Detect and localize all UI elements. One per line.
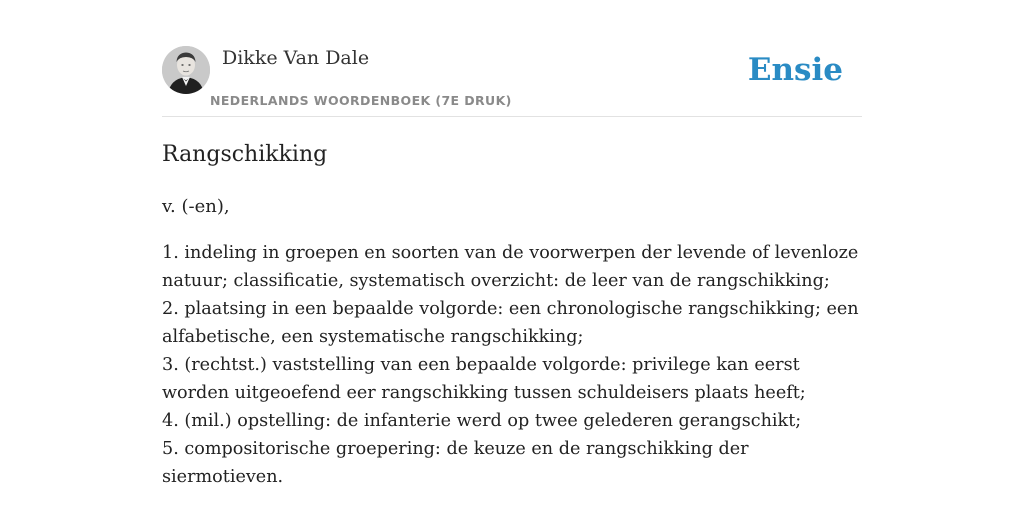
author-name[interactable]: Dikke Van Dale: [222, 47, 370, 69]
definition-item: 5. compositorische groepering: de keuze en de rangschikking der siermotieven.: [162, 439, 749, 487]
portrait-avatar-icon: [162, 46, 210, 94]
source-title[interactable]: NEDERLANDS WOORDENBOEK (7E DRUK): [210, 93, 512, 108]
grammar-info: v. (-en),: [162, 196, 230, 217]
ensie-logo[interactable]: Ensie: [747, 52, 843, 88]
entry-header: [162, 46, 862, 117]
definition-item: 1. indeling in groepen en soorten van de voorwerpen der levende of levenloze natuur; classificatie, systematisch overzicht: de leer van de rangschikking;: [162, 243, 859, 291]
definitions-list: [162, 239, 862, 491]
entry-term: Rangschikking: [162, 142, 328, 167]
definition-item: 3. (rechtst.) vaststelling van een bepaalde volgorde: privilege kan eerst worden uitgeoefend eer rangschikking tussen schuldeisers plaats heeft;: [162, 355, 806, 403]
definition-item: 4. (mil.) opstelling: de infanterie werd op twee gelederen gerangschikt;: [162, 411, 802, 431]
definition-item: 2. plaatsing in een bepaalde volgorde: een chronologische rangschikking; een alfabetische, een systematische rangschikking;: [162, 299, 859, 347]
author-avatar[interactable]: [162, 46, 210, 94]
